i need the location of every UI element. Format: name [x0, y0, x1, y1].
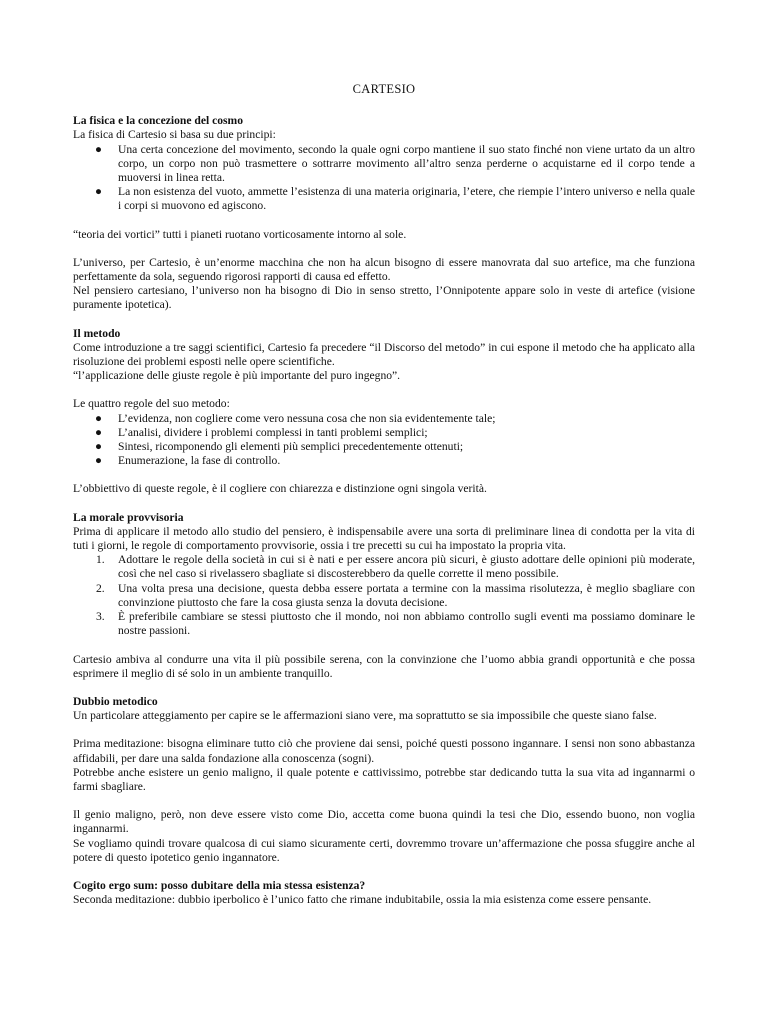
paragraph: Cartesio ambiva al condurre una vita il più possibile serena, con la convinzione che l’uomo abbia grandi opportunità e che possa esprimere il meglio di sé solo in un ambiente tranquillo. — [73, 652, 695, 680]
section-heading-cogito: Cogito ergo sum: posso dubitare della mia stessa esistenza? — [73, 878, 366, 892]
paragraph: Il genio maligno, però, non deve essere visto come Dio, accetta come buona quindi la tesi che Dio, essendo buono, non voglia ingannarmi. — [73, 808, 695, 836]
section-heading-fisica: La fisica e la concezione del cosmo — [73, 114, 244, 128]
paragraph: “teoria dei vortici” tutti i pianeti ruotano vorticosamente intorno al sole. — [73, 227, 407, 241]
bullet-icon: ● — [95, 185, 103, 199]
bullet-icon: ● — [95, 425, 103, 439]
list-item: ● L’analisi, dividere i problemi complessi in tanti problemi semplici; — [95, 425, 428, 439]
paragraph: Prima di applicare il metodo allo studio del pensiero, è indispensabile avere una sorta di preliminare linea di condotta per la vita di tuti i giorni, le regole di comportamento provvisorie, ossia i tre precetti su cui ha impostato la propria vita. — [73, 524, 695, 553]
paragraph: Le quattro regole del suo metodo: — [73, 397, 230, 411]
list-item: 2. Una volta presa una decisione, questa debba essere portata a termine con la massima risolutezza, è meglio sbagliare con convinzione piuttosto che fare la cosa giusta senza la dovuta decisione. — [96, 581, 695, 609]
paragraph: Seconda meditazione: dubbio iperbolico è l’unico fatto che rimane indubitabile, ossia la mia esistenza come essere pensante. — [73, 893, 652, 907]
numbered-list-precetti — [73, 553, 695, 638]
paragraph: Nel pensiero cartesiano, l’universo non ha bisogno di Dio in senso stretto, l’Onnipotente appare solo in veste di artefice (visione puramente ipotetica). — [73, 284, 695, 312]
list-item: ● Enumerazione, la fase di controllo. — [95, 454, 281, 468]
list-item: 1. Adottare le regole della società in cui si è nati e per essere ancora più sicuri, è giusto adottare delle opinioni più moderate, così che nel caso si rivelassero sbagliate si discosterebbero da quelle corrette il meno possibile. — [96, 553, 695, 581]
list-item: ● L’evidenza, non cogliere come vero nessuna cosa che non sia evidentemente tale; — [95, 411, 496, 425]
section-heading-dubbio: Dubbio metodico — [73, 694, 158, 708]
list-number: 3. — [96, 610, 105, 624]
list-item: ● La non esistenza del vuoto, ammette l’esistenza di una materia originaria, l’etere, che riempie l’intero universo e nella quale i corpi si muovono ed agiscono. — [95, 185, 695, 213]
paragraph: L’universo, per Cartesio, è un’enorme macchina che non ha alcun bisogno di essere manovrata dal suo artefice, ma che funziona perfettamente da sola, seguendo rigorosi rapporti di causa ed effetto. — [73, 255, 695, 284]
list-item: ● Sintesi, ricomponendo gli elementi più semplici precedentemente ottenuti; — [95, 440, 464, 454]
list-item: 3. È preferibile cambiare se stessi piuttosto che il mondo, noi non abbiamo controllo sugli eventi ma possiamo dominare le nostre passioni. — [96, 610, 695, 638]
bullet-list-principi — [73, 143, 695, 214]
bullet-icon: ● — [95, 411, 103, 425]
list-number: 2. — [96, 581, 105, 595]
list-number: 1. — [96, 553, 105, 567]
section-heading-morale: La morale provvisoria — [73, 510, 184, 524]
bullet-icon: ● — [95, 142, 103, 156]
document-title: CARTESIO — [352, 82, 416, 96]
paragraph: Potrebbe anche esistere un genio maligno, il quale potente e cattivissimo, potrebbe star dedicando tutta la sua vita ad ingannarmi o farmi sbagliare. — [73, 765, 695, 793]
paragraph: Come introduzione a tre saggi scientifici, Cartesio fa precedere “il Discorso del metodo” in cui espone il metodo che ha applicato alla risoluzione dei problemi esposti nelle opere scientifiche. — [73, 340, 695, 369]
bullet-list-regole — [73, 412, 695, 469]
bullet-icon: ● — [95, 440, 103, 454]
bullet-icon: ● — [95, 454, 103, 468]
list-item: ● Una certa concezione del movimento, secondo la quale ogni corpo mantiene il suo stato finché non viene urtato da un altro corpo, un corpo non può trasmettere o sottrarre movimento all’altro senza perderne o acquistarne ed il corpo tende a muoversi in linea retta. — [95, 142, 695, 185]
paragraph: Prima meditazione: bisogna eliminare tutto ciò che proviene dai sensi, poiché questi possono ingannare. I sensi non sono abbastanza affidabili, per dare una salda fondazione alla conoscenza (sogni). — [73, 737, 695, 765]
section-heading-metodo: Il metodo — [73, 326, 121, 340]
paragraph: Se vogliamo quindi trovare qualcosa di cui siamo sicuramente certi, dovremmo trovare un’affermazione che possa sfuggire anche al potere di questo ipotetico genio ingannatore. — [73, 836, 695, 864]
paragraph: Un particolare atteggiamento per capire se le affermazioni siano vere, ma soprattutto se sia impossibile che queste siano false. — [73, 709, 657, 723]
paragraph: L’obbiettivo di queste regole, è il cogliere con chiarezza e distinzione ogni singola verità. — [73, 482, 487, 496]
quote: “l’applicazione delle giuste regole è più importante del puro ingegno”. — [73, 369, 401, 383]
paragraph: La fisica di Cartesio si basa su due principi: — [73, 128, 276, 142]
